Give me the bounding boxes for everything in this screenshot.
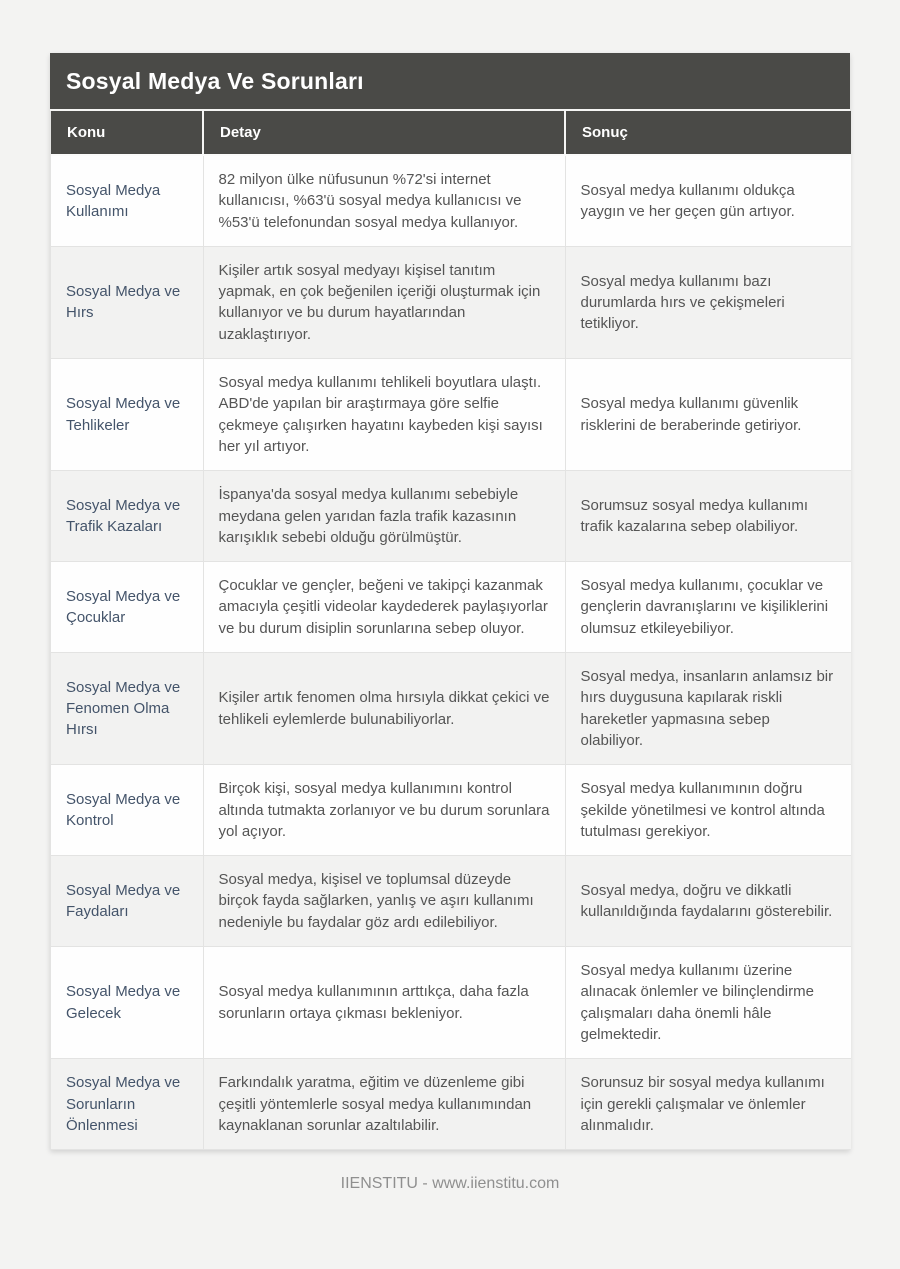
result-cell: Sosyal medya kullanımı, çocuklar ve gençlerin davranışlarını ve kişiliklerini olumsuz etkileyebiliyor.: [565, 562, 851, 653]
topic-cell: Sosyal Medya ve Gelecek: [51, 947, 203, 1059]
table-row: [51, 562, 851, 653]
topic-cell: Sosyal Medya ve Fenomen Olma Hırsı: [51, 653, 203, 765]
table-body: [51, 155, 851, 1149]
table-row: [51, 155, 851, 246]
result-cell: Sosyal medya, doğru ve dikkatli kullanıldığında faydalarını gösterebilir.: [565, 856, 851, 947]
social-media-table: [51, 111, 851, 1149]
detail-cell: Kişiler artık sosyal medyayı kişisel tanıtım yapmak, en çok beğenilen içeriği oluşturmak için kullanıyor ve bu durum hayatlarından uzaklaştırıyor.: [203, 246, 565, 358]
column-header-konu: Konu: [51, 111, 203, 155]
table-row: [51, 765, 851, 856]
detail-cell: Sosyal medya kullanımının arttıkça, daha fazla sorunların ortaya çıkması bekleniyor.: [203, 947, 565, 1059]
topic-cell: Sosyal Medya ve Trafik Kazaları: [51, 471, 203, 562]
topic-cell: Sosyal Medya ve Tehlikeler: [51, 359, 203, 471]
result-cell: Sorumsuz sosyal medya kullanımı trafik kazalarına sebep olabiliyor.: [565, 471, 851, 562]
detail-cell: Kişiler artık fenomen olma hırsıyla dikkat çekici ve tehlikeli eylemlerde bulunabiliyorlar.: [203, 653, 565, 765]
social-media-card: [50, 53, 850, 1150]
topic-cell: Sosyal Medya ve Hırs: [51, 246, 203, 358]
detail-cell: Çocuklar ve gençler, beğeni ve takipçi kazanmak amacıyla çeşitli videolar kaydederek paylaşıyorlar ve bu durum disiplin sorunlarına sebep oluyor.: [203, 562, 565, 653]
detail-cell: Sosyal medya kullanımı tehlikeli boyutlara ulaştı. ABD'de yapılan bir araştırmaya göre selfie çekmeye çalışırken hayatını kaybeden kişi sayısı her yıl artıyor.: [203, 359, 565, 471]
result-cell: Sosyal medya kullanımı bazı durumlarda hırs ve çekişmeleri tetikliyor.: [565, 246, 851, 358]
page-title: Sosyal Medya Ve Sorunları: [50, 53, 850, 111]
result-cell: Sosyal medya kullanımı oldukça yaygın ve her geçen gün artıyor.: [565, 155, 851, 246]
result-cell: Sosyal medya, insanların anlamsız bir hırs duygusuna kapılarak riskli hareketler yapmasına sebep olabiliyor.: [565, 653, 851, 765]
detail-cell: İspanya'da sosyal medya kullanımı sebebiyle meydana gelen yarıdan fazla trafik kazasının karışıklık sebebi olduğu görülmüştür.: [203, 471, 565, 562]
table-header-row: [51, 111, 851, 155]
table-row: [51, 1059, 851, 1149]
result-cell: Sosyal medya kullanımı güvenlik risklerini de beraberinde getiriyor.: [565, 359, 851, 471]
column-header-sonuc: Sonuç: [565, 111, 851, 155]
table-row: [51, 359, 851, 471]
topic-cell: Sosyal Medya ve Kontrol: [51, 765, 203, 856]
column-header-detay: Detay: [203, 111, 565, 155]
topic-cell: Sosyal Medya Kullanımı: [51, 155, 203, 246]
result-cell: Sorunsuz bir sosyal medya kullanımı için gerekli çalışmalar ve önlemler alınmalıdır.: [565, 1059, 851, 1149]
detail-cell: Birçok kişi, sosyal medya kullanımını kontrol altında tutmakta zorlanıyor ve bu durum sorunlara yol açıyor.: [203, 765, 565, 856]
detail-cell: Farkındalık yaratma, eğitim ve düzenleme gibi çeşitli yöntemlerle sosyal medya kullanımından kaynaklanan sorunlar azaltılabilir.: [203, 1059, 565, 1149]
table-row: [51, 947, 851, 1059]
topic-cell: Sosyal Medya ve Çocuklar: [51, 562, 203, 653]
table-row: [51, 856, 851, 947]
footer-credit: IIENSTITU - www.iienstitu.com: [340, 1175, 560, 1193]
topic-cell: Sosyal Medya ve Faydaları: [51, 856, 203, 947]
detail-cell: 82 milyon ülke nüfusunun %72'si internet kullanıcısı, %63'ü sosyal medya kullanıcısı ve %53'ü telefonundan sosyal medya kullanıyor.: [203, 155, 565, 246]
topic-cell: Sosyal Medya ve Sorunların Önlenmesi: [51, 1059, 203, 1149]
result-cell: Sosyal medya kullanımı üzerine alınacak önlemler ve bilinçlendirme çalışmaları daha önemli hâle gelmektedir.: [565, 947, 851, 1059]
result-cell: Sosyal medya kullanımının doğru şekilde yönetilmesi ve kontrol altında tutulması gerekiyor.: [565, 765, 851, 856]
table-frame: [50, 111, 850, 1150]
table-row: [51, 653, 851, 765]
detail-cell: Sosyal medya, kişisel ve toplumsal düzeyde birçok fayda sağlarken, yanlış ve aşırı kullanımı nedeniyle bu faydalar göz ardı edilebiliyor.: [203, 856, 565, 947]
table-row: [51, 246, 851, 358]
table-row: [51, 471, 851, 562]
